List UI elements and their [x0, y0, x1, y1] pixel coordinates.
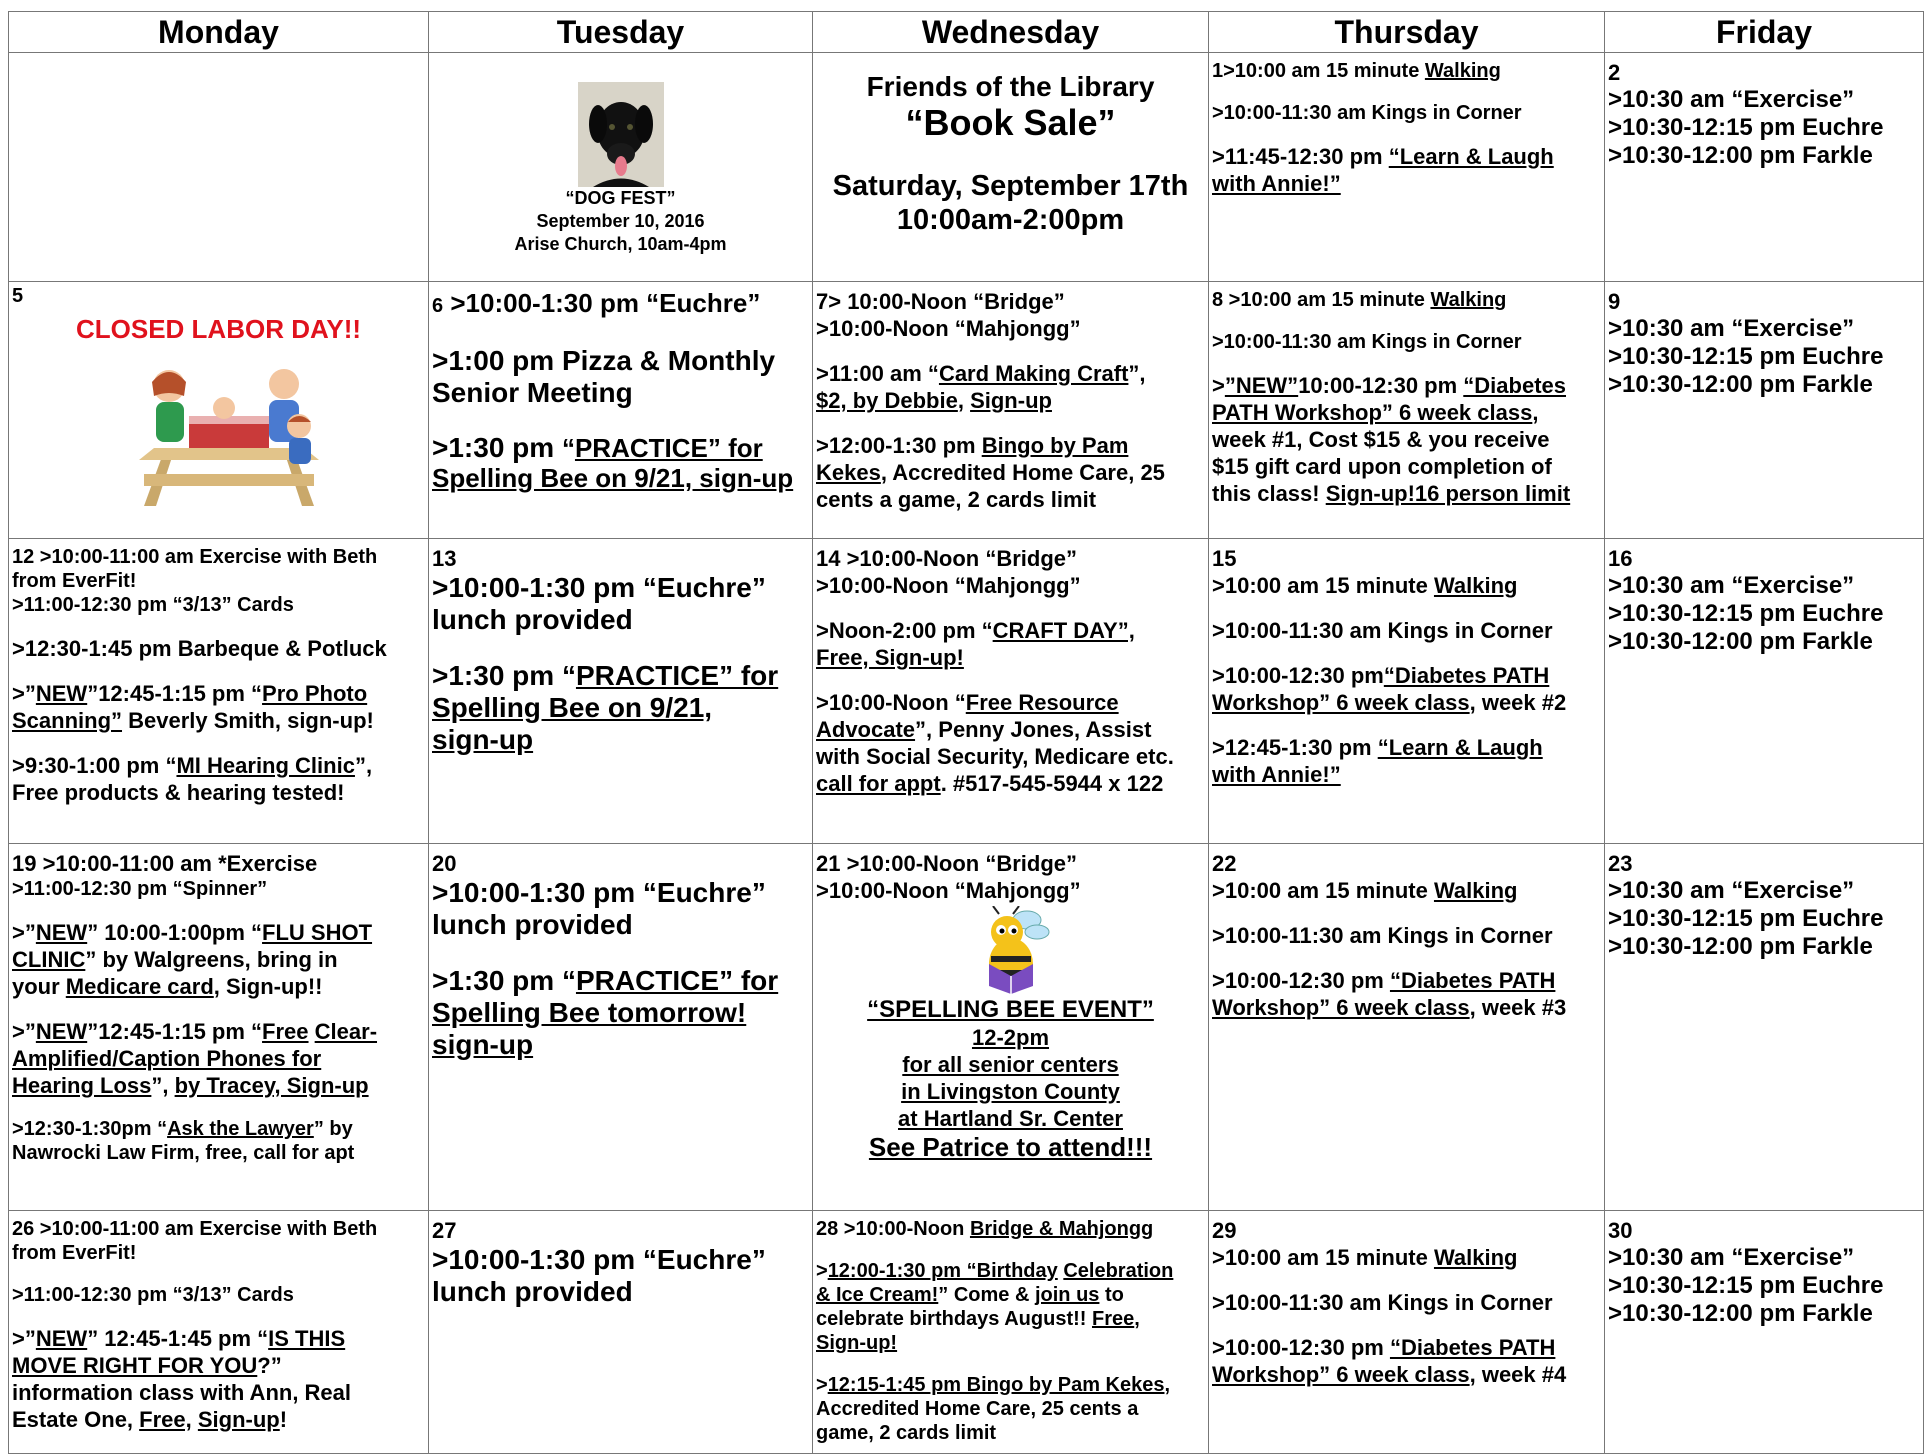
- day-cell-dog-fest: [429, 53, 813, 282]
- day-cell-16: [1605, 539, 1924, 844]
- event-line: >9:30-1:00 pm “MI Hearing Clinic”,: [12, 753, 373, 778]
- event-line: >10:00-11:30 am Kings in Corner: [1212, 331, 1522, 353]
- event-line: game, 2 cards limit: [816, 1422, 997, 1444]
- day-number: 29: [1212, 1218, 1237, 1243]
- event-line: >11:00-12:30 pm “Spinner”: [12, 878, 268, 900]
- event-line: >”NEW”10:00-12:30 pm “Diabetes: [1212, 373, 1566, 398]
- day-cell-empty: [9, 53, 429, 282]
- header-monday: Monday: [9, 12, 429, 53]
- day-number: 15: [1212, 546, 1237, 571]
- day-cell-9: [1605, 282, 1924, 539]
- day-number: 22: [1212, 851, 1237, 876]
- event-line: >1:00 pm Pizza & Monthly: [432, 345, 776, 376]
- event-line: 26 >10:00-11:00 am Exercise with Beth: [12, 1218, 378, 1240]
- day-cell-23: [1605, 844, 1924, 1211]
- spelling-bee-cta: See Patrice to attend!!!: [868, 1132, 1153, 1162]
- event-line: with Social Security, Medicare etc.: [816, 744, 1174, 769]
- spelling-bee-time: 12-2pm: [971, 1025, 1050, 1050]
- event-line: >10:30 am “Exercise”: [1608, 1244, 1855, 1271]
- event-line: >10:00-11:30 am Kings in Corner: [1212, 923, 1553, 948]
- event-line: from EverFit!: [12, 570, 137, 592]
- event-line: Senior Meeting: [432, 377, 633, 408]
- event-line: Free, Sign-up!: [816, 645, 964, 670]
- event-line: >11:45-12:30 pm “Learn & Laugh: [1212, 144, 1554, 169]
- event-line: 6 >10:00-1:30 pm “Euchre”: [432, 288, 761, 318]
- event-line: >10:30-12:00 pm Farkle: [1608, 628, 1873, 655]
- day-number: 30: [1608, 1218, 1633, 1243]
- event-line: week #1, Cost $15 & you receive: [1212, 427, 1550, 452]
- event-line: >1:30 pm “PRACTICE” for: [432, 965, 779, 996]
- day-cell-7: [813, 282, 1209, 539]
- event-line: lunch provided: [432, 1276, 633, 1307]
- spelling-bee-title: “SPELLING BEE EVENT”: [867, 996, 1154, 1023]
- day-cell-1: [1209, 53, 1605, 282]
- event-line: >11:00-12:30 pm “3/13” Cards: [12, 594, 294, 616]
- day-cell-30: [1605, 1211, 1924, 1454]
- day-number: 2: [1608, 60, 1621, 85]
- book-sale-title: “Book Sale”: [905, 102, 1116, 143]
- event-line: >Noon-2:00 pm “CRAFT DAY”,: [816, 618, 1135, 643]
- event-line: from EverFit!: [12, 1242, 137, 1264]
- event-line: >10:30 am “Exercise”: [1608, 315, 1855, 342]
- day-cell-14: [813, 539, 1209, 844]
- event-line: $15 gift card upon completion of: [1212, 454, 1552, 479]
- day-number: 13: [432, 546, 457, 571]
- week-row-3: [9, 539, 1924, 844]
- bee-reading-icon: [971, 906, 1051, 996]
- event-line: >10:00-1:30 pm “Euchre”: [432, 877, 766, 908]
- event-line: celebrate birthdays August!! Free,: [816, 1308, 1140, 1330]
- week-row-5: [9, 1211, 1924, 1454]
- event-line: >10:00-1:30 pm “Euchre”: [432, 572, 766, 603]
- dog-fest-title: “DOG FEST”: [565, 188, 676, 208]
- event-line: Spelling Bee on 9/21,: [432, 692, 713, 723]
- picnic-family-icon: [124, 356, 334, 516]
- event-line: >12:15-1:45 pm Bingo by Pam Kekes,: [816, 1374, 1171, 1396]
- event-line: 8 >10:00 am 15 minute Walking: [1212, 289, 1507, 311]
- book-sale-date: Saturday, September 17th: [832, 170, 1189, 202]
- event-line: >10:30-12:15 pm Euchre: [1608, 343, 1884, 370]
- day-cell-20: [429, 844, 813, 1211]
- header-wednesday: Wednesday: [813, 12, 1209, 53]
- event-line: >10:00-11:30 am Kings in Corner: [1212, 102, 1522, 124]
- event-line: >11:00 am “Card Making Craft”,: [816, 361, 1146, 386]
- event-line: Free products & hearing tested!: [12, 780, 345, 805]
- day-cell-5: [9, 282, 429, 539]
- event-line: Spelling Bee tomorrow!: [432, 997, 747, 1028]
- event-line: >10:30-12:00 pm Farkle: [1608, 933, 1873, 960]
- event-line: >10:30 am “Exercise”: [1608, 572, 1855, 599]
- event-line: 19 >10:00-11:00 am *Exercise: [12, 851, 318, 876]
- picnic-picture: [124, 356, 334, 516]
- event-line: $2, by Debbie, Sign-up: [816, 388, 1052, 413]
- day-number: 5: [12, 285, 24, 307]
- event-line: Scanning” Beverly Smith, sign-up!: [12, 708, 374, 733]
- event-line: Workshop” 6 week class, week #3: [1212, 995, 1567, 1020]
- event-line: >10:30-12:15 pm Euchre: [1608, 114, 1884, 141]
- event-line: Sign-up!: [816, 1332, 898, 1354]
- event-line: 7> 10:00-Noon “Bridge”: [816, 289, 1065, 314]
- event-line: >12:30-1:30pm “Ask the Lawyer” by: [12, 1118, 353, 1140]
- event-line: >1:30 pm “PRACTICE” for: [432, 432, 763, 463]
- day-number: 23: [1608, 851, 1633, 876]
- event-line: >10:00-Noon “Free Resource: [816, 690, 1119, 715]
- event-line: >”NEW”12:45-1:15 pm “Pro Photo: [12, 681, 368, 706]
- event-line: Nawrocki Law Firm, free, call for apt: [12, 1142, 355, 1164]
- event-line: >”NEW”12:45-1:15 pm “Free Clear-: [12, 1019, 378, 1044]
- event-line: >10:00-1:30 pm “Euchre”: [432, 1244, 766, 1275]
- day-cell-6: [429, 282, 813, 539]
- event-line: 14 >10:00-Noon “Bridge”: [816, 546, 1078, 571]
- event-line: >10:00-12:30 pm “Diabetes PATH: [1212, 968, 1556, 993]
- book-sale-time: 10:00am-2:00pm: [896, 204, 1125, 236]
- calendar-table: [8, 11, 1924, 1454]
- event-line: Accredited Home Care, 25 cents a: [816, 1398, 1139, 1420]
- event-line: Amplified/Caption Phones for: [12, 1046, 322, 1071]
- event-line: & Ice Cream!” Come & join us to: [816, 1284, 1124, 1306]
- day-number: 9: [1608, 289, 1621, 314]
- event-line: >10:30-12:00 pm Farkle: [1608, 371, 1873, 398]
- week-row-2: [9, 282, 1924, 539]
- event-line: >10:30-12:15 pm Euchre: [1608, 905, 1884, 932]
- day-number: 16: [1608, 546, 1633, 571]
- day-number: 20: [432, 851, 457, 876]
- spelling-bee-line: at Hartland Sr. Center: [898, 1106, 1123, 1131]
- week-row-1: [9, 53, 1924, 282]
- event-line: sign-up: [432, 1029, 534, 1060]
- event-line: >”NEW” 10:00-1:00pm “FLU SHOT: [12, 920, 373, 945]
- dog-fest-place: Arise Church, 10am-4pm: [514, 234, 727, 254]
- day-cell-29: [1209, 1211, 1605, 1454]
- event-line: >10:30 am “Exercise”: [1608, 86, 1855, 113]
- day-cell-22: [1209, 844, 1605, 1211]
- day-cell-13: [429, 539, 813, 844]
- spelling-bee-line: for all senior centers: [902, 1052, 1119, 1077]
- event-line: >10:30-12:00 pm Farkle: [1608, 142, 1873, 169]
- event-line: Kekes, Accredited Home Care, 25: [816, 460, 1165, 485]
- event-line: >10:00-Noon “Mahjongg”: [816, 573, 1081, 598]
- closed-notice: CLOSED LABOR DAY!!: [75, 314, 362, 344]
- day-cell-8: [1209, 282, 1605, 539]
- spelling-bee-line: in Livingston County: [901, 1079, 1120, 1104]
- event-line: Estate One, Free, Sign-up!: [12, 1407, 288, 1432]
- day-number: 27: [432, 1218, 457, 1243]
- header-tuesday: Tuesday: [429, 12, 813, 53]
- event-line: Workshop” 6 week class, week #2: [1212, 690, 1567, 715]
- event-line: >11:00-12:30 pm “3/13” Cards: [12, 1284, 294, 1306]
- dog-fest-date: September 10, 2016: [536, 211, 705, 231]
- event-line: call for appt. #517-545-5944 x 122: [816, 771, 1164, 796]
- event-line: >”NEW” 12:45-1:45 pm “IS THIS: [12, 1326, 346, 1351]
- event-line: your Medicare card, Sign-up!!: [12, 974, 323, 999]
- day-cell-15: [1209, 539, 1605, 844]
- event-line: Hearing Loss”, by Tracey, Sign-up: [12, 1073, 369, 1098]
- event-line: 28 >10:00-Noon Bridge & Mahjongg: [816, 1218, 1154, 1240]
- book-sale-org: Friends of the Library: [866, 71, 1155, 102]
- dog-photo: [578, 82, 664, 187]
- header-thursday: Thursday: [1209, 12, 1605, 53]
- event-line: CLINIC” by Walgreens, bring in: [12, 947, 338, 972]
- bee-picture: [971, 906, 1051, 996]
- event-line: 21 >10:00-Noon “Bridge”: [816, 851, 1078, 876]
- dog-icon: [578, 82, 664, 187]
- event-line: information class with Ann, Real: [12, 1380, 352, 1405]
- event-line: >12:45-1:30 pm “Learn & Laugh: [1212, 735, 1543, 760]
- event-line: Advocate”, Penny Jones, Assist: [816, 717, 1152, 742]
- event-line: PATH Workshop” 6 week class,: [1212, 400, 1539, 425]
- event-line: >10:00-12:30 pm“Diabetes PATH: [1212, 663, 1550, 688]
- event-line: >10:30-12:00 pm Farkle: [1608, 1300, 1873, 1327]
- event-line: >12:00-1:30 pm Bingo by Pam: [816, 433, 1129, 458]
- weekday-header-row: [9, 12, 1924, 53]
- event-line: 1>10:00 am 15 minute Walking: [1212, 60, 1501, 82]
- day-cell-12: [9, 539, 429, 844]
- event-line: with Annie!”: [1212, 762, 1341, 787]
- event-line: >10:30-12:15 pm Euchre: [1608, 600, 1884, 627]
- event-line: MOVE RIGHT FOR YOU?”: [12, 1353, 282, 1378]
- event-line: Spelling Bee on 9/21, sign-up: [432, 463, 794, 493]
- event-line: >10:00-Noon “Mahjongg”: [816, 316, 1081, 341]
- event-line: >1:30 pm “PRACTICE” for: [432, 660, 779, 691]
- week-row-4: [9, 844, 1924, 1211]
- day-cell-28: [813, 1211, 1209, 1454]
- event-line: >10:00-12:30 pm “Diabetes PATH: [1212, 1335, 1556, 1360]
- event-line: sign-up: [432, 724, 534, 755]
- event-line: >10:00-11:30 am Kings in Corner: [1212, 1290, 1553, 1315]
- day-cell-2: [1605, 53, 1924, 282]
- event-line: Workshop” 6 week class, week #4: [1212, 1362, 1567, 1387]
- event-line: lunch provided: [432, 604, 633, 635]
- event-line: cents a game, 2 cards limit: [816, 487, 1097, 512]
- event-line: >12:30-1:45 pm Barbeque & Potluck: [12, 636, 387, 661]
- event-line: >12:00-1:30 pm “Birthday Celebration: [816, 1260, 1174, 1282]
- event-line: >10:30 am “Exercise”: [1608, 877, 1855, 904]
- event-line: lunch provided: [432, 909, 633, 940]
- event-line: >10:00-Noon “Mahjongg”: [816, 878, 1081, 903]
- day-cell-19: [9, 844, 429, 1211]
- event-line: >10:00-11:30 am Kings in Corner: [1212, 618, 1553, 643]
- header-friday: Friday: [1605, 12, 1924, 53]
- event-line: 12 >10:00-11:00 am Exercise with Beth: [12, 546, 378, 568]
- day-cell-26: [9, 1211, 429, 1454]
- day-cell-book-sale: [813, 53, 1209, 282]
- day-cell-27: [429, 1211, 813, 1454]
- day-cell-21: [813, 844, 1209, 1211]
- calendar: [8, 11, 1923, 1444]
- event-line: this class! Sign-up!16 person limit: [1212, 481, 1571, 506]
- event-line: >10:30-12:15 pm Euchre: [1608, 1272, 1884, 1299]
- event-line: >10:00 am 15 minute Walking: [1212, 878, 1518, 903]
- event-line: >10:00 am 15 minute Walking: [1212, 1245, 1518, 1270]
- event-line: >10:00 am 15 minute Walking: [1212, 573, 1518, 598]
- event-line: with Annie!”: [1212, 171, 1341, 196]
